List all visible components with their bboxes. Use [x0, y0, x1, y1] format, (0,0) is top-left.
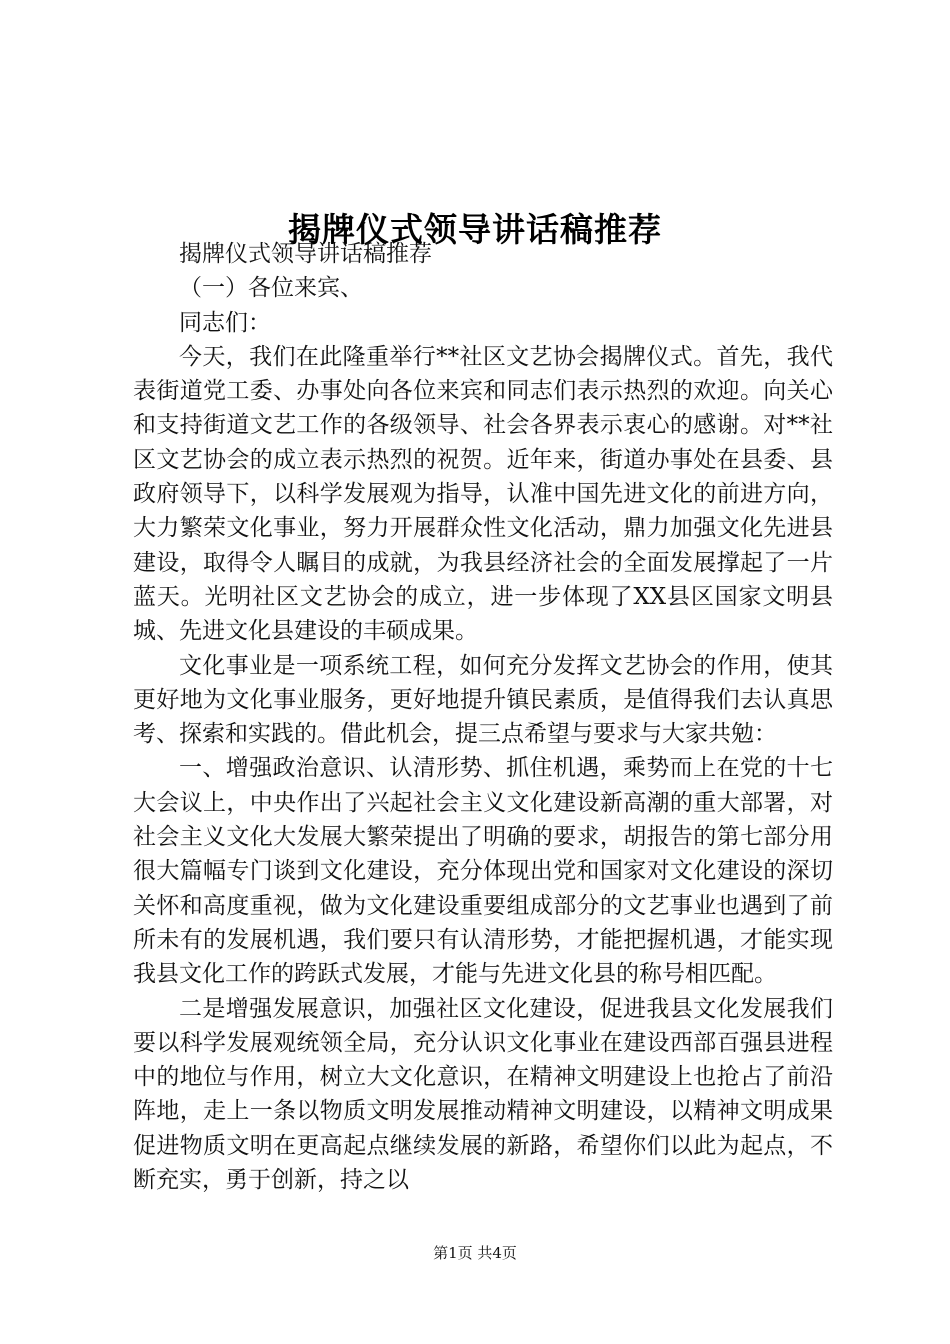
- document-title: 揭牌仪式领导讲话稿推荐: [288, 210, 662, 250]
- section-heading-paragraph: （一）各位来宾、: [179, 275, 363, 302]
- body-paragraph: 二是增强发展意识，加强社区文化建设，促进我县文化发展我们要以科学发展观统领全局，充分认识文化事业在建设西部百强县进程中的地位与作用，树立大文化意识，在精神文明建设上也抢占了前沿阵地，走上一条以物质文明发展推动精神文明建设，以精神文明成果促进物质文明在更高起点继续发展的新路，希望你们以此为起点，不断充实，勇于创新，持之以: [133, 995, 833, 1194]
- body-paragraph: 今天，我们在此隆重举行**社区文艺协会揭牌仪式。首先，我代表街道党工委、办事处向各位来宾和同志们表示热烈的欢迎。向关心和支持街道文艺工作的各级领导、社会各界表示衷心的感谢。对**社区文艺协会的成立表示热烈的祝贺。近年来，街道办事处在县委、县政府领导下，以科学发展观为指导，认准中国先进文化的前进方向，大力繁荣文化事业，努力开展群众性文化活动，鼎力加强文化先进县建设，取得令人瞩目的成就，为我县经济社会的全面发展撑起了一片蓝天。光明社区文艺协会的成立，进一步体现了XX县区国家文明县城、先进文化县建设的丰硕成果。: [133, 343, 833, 645]
- body-paragraph: 文化事业是一项系统工程，如何充分发挥文艺协会的作用，使其更好地为文化事业服务，更好地提升镇民素质，是值得我们去认真思考、探索和实践的。借此机会，提三点希望与要求与大家共勉：: [133, 652, 833, 748]
- body-paragraph: 一、增强政治意识、认清形势、抓住机遇，乘势而上在党的十七大会议上，中央作出了兴起社会主义文化建设新高潮的重大部署，对社会主义文化大发展大繁荣提出了明确的要求，胡报告的第七部分用很大篇幅专门谈到文化建设，充分体现出党和国家对文化建设的深切关怀和高度重视，做为文化建设重要组成部分的文艺事业也遇到了前所未有的发展机遇，我们要只有认清形势，才能把握机遇，才能实现我县文化工作的跨跃式发展，才能与先进文化县的称号相匹配。: [133, 755, 833, 988]
- page-number-footer: 第1页 共4页: [433, 1244, 517, 1262]
- salutation-paragraph: 同志们：: [179, 309, 271, 336]
- document-body: [133, 237, 833, 1197]
- subtitle-paragraph: 揭牌仪式领导讲话稿推荐: [179, 241, 432, 267]
